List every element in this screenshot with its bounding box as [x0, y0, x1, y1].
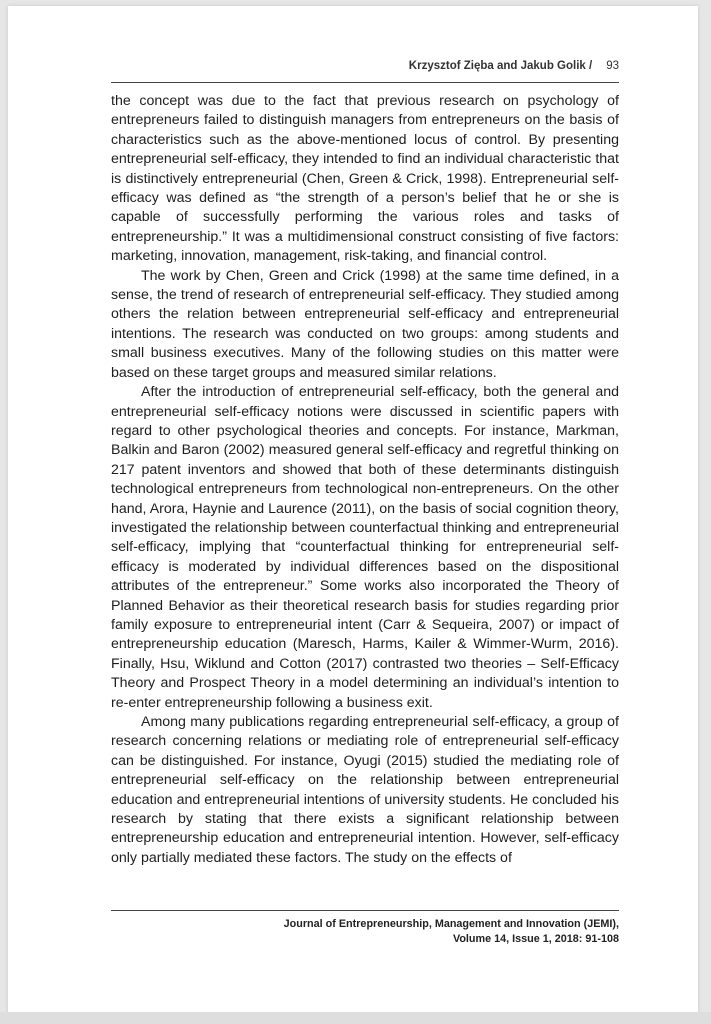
paragraph-4: Among many publications regarding entrepreneurial self-efficacy, a group of research concerning relations or mediating role of entrepreneurial self-efficacy can be distinguished. For instance, Oyugi (2015) studied the mediating role of entrepreneurial self-efficacy on the relationship between entrepreneurial education and entrepreneurial intentions of university students. He concluded his research by stating that there exists a significant relationship between entrepreneurship education and entrepreneurial intention. However, self-efficacy only partially mediated these factors. The study on the effects of	[111, 714, 619, 866]
body-text	[111, 92, 619, 868]
journal-line-2: Volume 14, Issue 1, 2018: 91-108	[452, 932, 619, 945]
paragraph-3: After the introduction of entrepreneurial self-efficacy, both the general and entrepreneurial self-efficacy notions were discussed in scientific papers with regard to other psychological theories and concepts. For instance, Markman, Balkin and Baron (2002) measured general self-efficacy and regretful thinking on 217 patent inventors and showed that both of these determinants distinguish technological entrepreneurs from technological non-entrepreneurs. On the other hand, Arora, Haynie and Laurence (2011), on the basis of social cognition theory, investigated the relationship between counterfactual thinking and entrepreneurial self-efficacy, implying that “counterfactual thinking for entrepreneurial self-efficacy is moderated by individual differences based on the dispositional attributes of the entrepreneur.” Some works also incorporated the Theory of Planned Behavior as their theoretical research basis for studies regarding prior family exposure to entrepreneurial intent (Carr & Sequeira, 2007) or impact of entrepreneurship education (Maresch, Harms, Kailer & Wimmer-Wurm, 2016). Finally, Hsu, Wiklund and Cotton (2017) contrasted two theories – Self-Efficacy Theory and Prospect Theory in a model determining an individual’s intention to re-enter entrepreneurship following a business exit.	[111, 384, 619, 711]
footer-rule	[111, 910, 619, 911]
paragraph-2: The work by Chen, Green and Crick (1998) at the same time defined, in a sense, the trend of research of entrepreneurial self-efficacy. They studied among others the relation between entrepreneurial self-efficacy and entrepreneurial intentions. The research was conducted on two groups: among students and small business executives. Many of the following studies on this matter were based on these target groups and measured similar relations.	[111, 267, 619, 381]
background-shade	[0, 1012, 711, 1024]
page-number: 93	[606, 60, 619, 72]
journal-line-1: Journal of Entrepreneurship, Management and Innovation (JEMI),	[283, 918, 619, 930]
header-authors: Krzysztof Zięba and Jakub Golik /	[408, 60, 593, 72]
journal-citation	[111, 917, 619, 946]
header-rule	[111, 82, 619, 83]
running-header	[111, 58, 619, 78]
paragraph-1: the concept was due to the fact that previous research on psychology of entrepreneurs failed to distinguish managers from entrepreneurs on the basis of characteristics such as the above-mentioned locus of control. By presenting entrepreneurial self-efficacy, they intended to find an individual characteristic that is distinctively entrepreneurial (Chen, Green & Crick, 1998). Entrepreneurial self-efficacy was defined as “the strength of a person’s belief that he or she is capable of successfully performing the various roles and tasks of entrepreneurship.” It was a multidimensional construct consisting of five factors: marketing, innovation, management, risk-taking, and financial control.	[111, 93, 619, 265]
